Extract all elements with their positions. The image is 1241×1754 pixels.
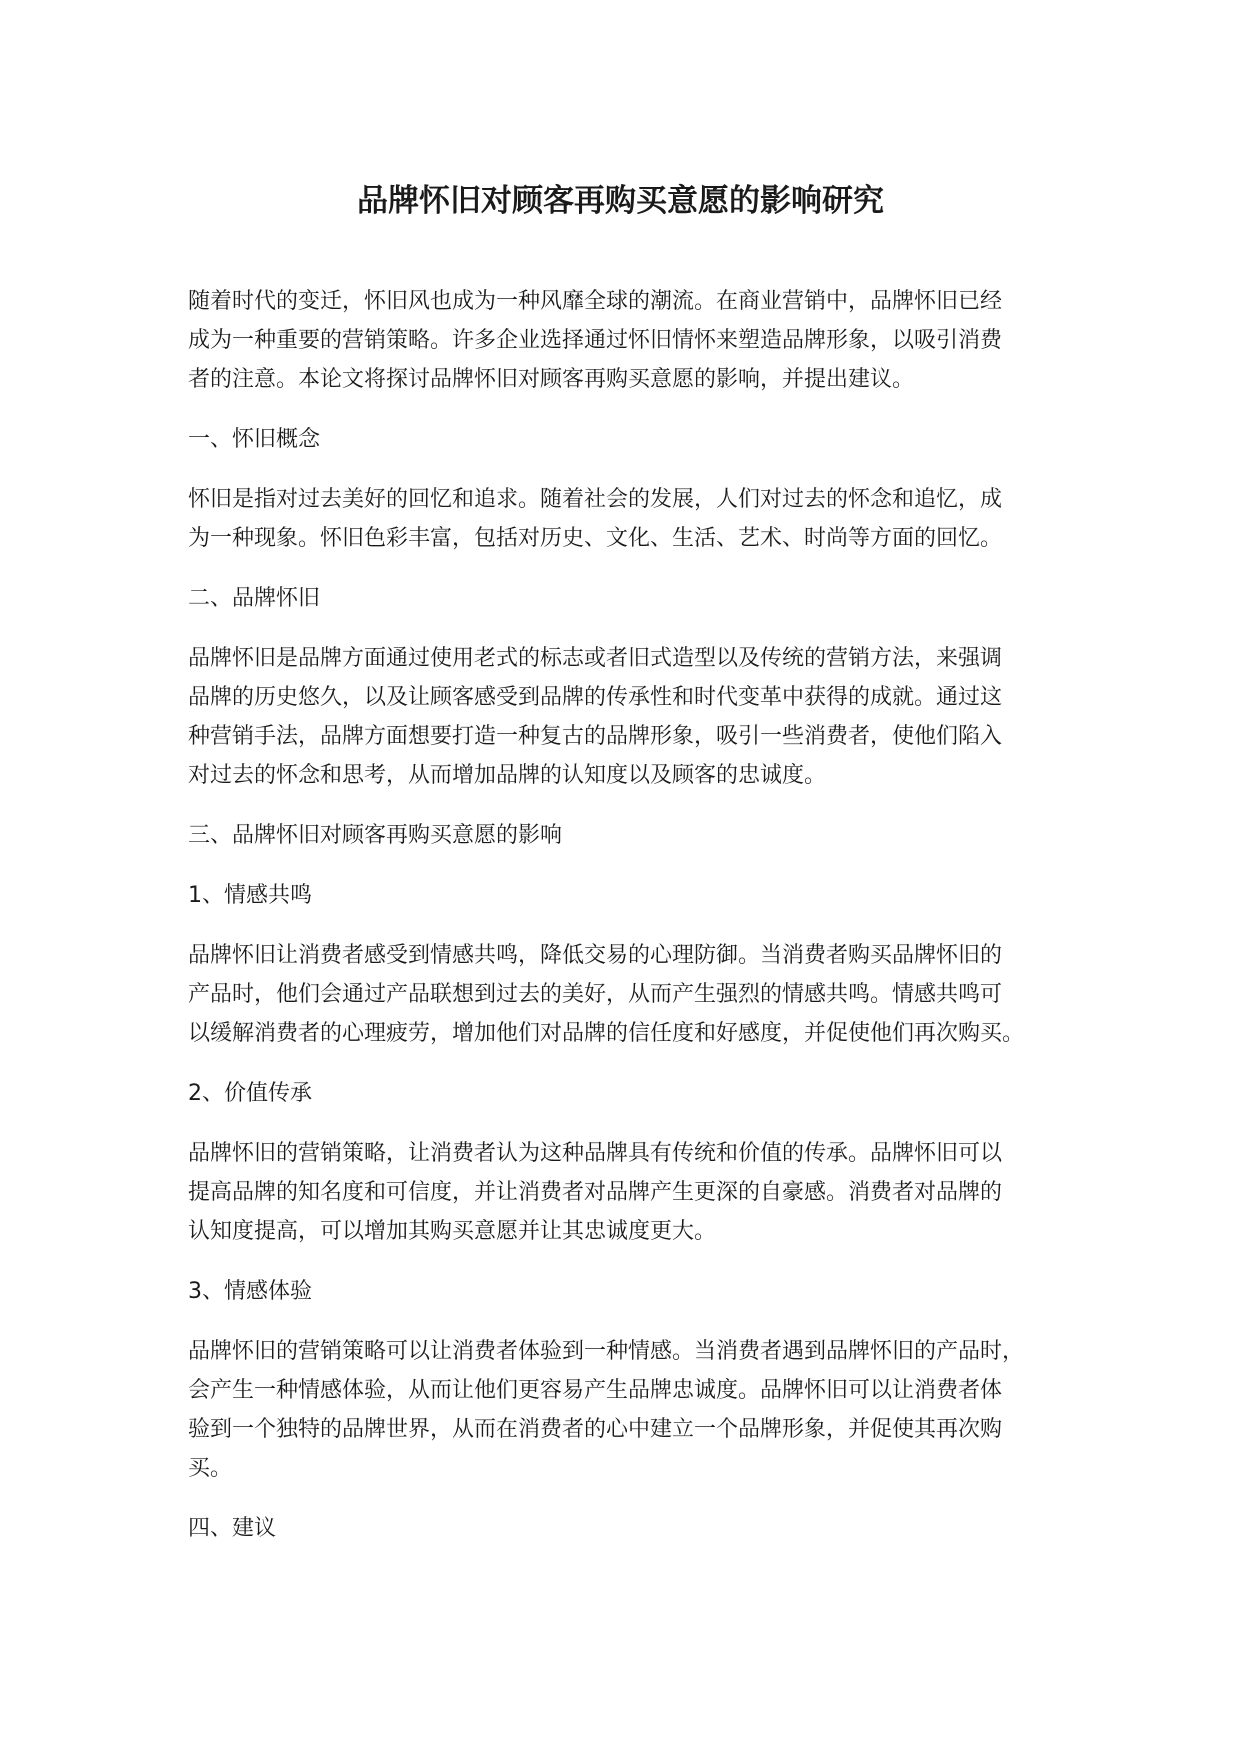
text-line: 品牌怀旧让消费者感受到情感共鸣，降低交易的心理防御。当消费者购买品牌怀旧的 — [188, 943, 1003, 968]
text-line: 者的注意。本论文将探讨品牌怀旧对顾客再购买意愿的影响，并提出建议。 — [188, 367, 915, 392]
section-heading-2: 二、品牌怀旧 — [188, 586, 321, 611]
text-line: 品牌怀旧的营销策略，让消费者认为这种品牌具有传统和价值的传承。品牌怀旧可以 — [188, 1141, 1003, 1166]
subsection-heading-2: 2、价值传承 — [188, 1081, 312, 1106]
text-line: 品牌怀旧是品牌方面通过使用老式的标志或者旧式造型以及传统的营销方法，来强调 — [188, 646, 1003, 671]
text-line: 种营销手法，品牌方面想要打造一种复古的品牌形象，吸引一些消费者，使他们陷入 — [188, 724, 1003, 749]
text-line: 品牌的历史悠久，以及让顾客感受到品牌的传承性和时代变革中获得的成就。通过这 — [188, 685, 1003, 710]
text-line: 认知度提高，可以增加其购买意愿并让其忠诚度更大。 — [188, 1219, 717, 1244]
text-line: 品牌怀旧的营销策略可以让消费者体验到一种情感。当消费者遇到品牌怀旧的产品时， — [188, 1339, 1025, 1364]
document-title: 品牌怀旧对顾客再购买意愿的影响研究 — [357, 183, 884, 219]
text-line: 成为一种重要的营销策略。许多企业选择通过怀旧情怀来塑造品牌形象，以吸引消费 — [188, 328, 1003, 353]
text-line: 随着时代的变迁，怀旧风也成为一种风靡全球的潮流。在商业营销中，品牌怀旧已经 — [188, 289, 1003, 314]
section-heading-1: 一、怀旧概念 — [188, 427, 321, 452]
section-heading-3: 三、品牌怀旧对顾客再购买意愿的影响 — [188, 823, 563, 848]
subsection-paragraph-1 — [188, 936, 1078, 1053]
text-line: 提高品牌的知名度和可信度，并让消费者对品牌产生更深的自豪感。消费者对品牌的 — [188, 1180, 1003, 1205]
text-line: 验到一个独特的品牌世界，从而在消费者的心中建立一个品牌形象，并促使其再次购 — [188, 1417, 1003, 1442]
text-line: 买。 — [188, 1456, 233, 1481]
text-line: 为一种现象。怀旧色彩丰富，包括对历史、文化、生活、艺术、时尚等方面的回忆。 — [188, 526, 1003, 551]
subsection-heading-1: 1、情感共鸣 — [188, 883, 312, 908]
text-line: 对过去的怀念和思考，从而增加品牌的认知度以及顾客的忠诚度。 — [188, 763, 827, 788]
text-line: 产品时，他们会通过产品联想到过去的美好，从而产生强烈的情感共鸣。情感共鸣可 — [188, 982, 1003, 1007]
text-line: 怀旧是指对过去美好的回忆和追求。随着社会的发展，人们对过去的怀念和追忆，成 — [188, 487, 1003, 512]
text-line: 以缓解消费者的心理疲劳，增加他们对品牌的信任度和好感度，并促使他们再次购买。 — [188, 1021, 1025, 1046]
document-body — [188, 282, 1078, 1569]
section-heading-4: 四、建议 — [188, 1516, 277, 1541]
intro-paragraph — [188, 282, 1078, 399]
subsection-heading-3: 3、情感体验 — [188, 1279, 312, 1304]
subsection-paragraph-3 — [188, 1332, 1078, 1488]
section-paragraph-2 — [188, 639, 1078, 795]
subsection-paragraph-2 — [188, 1134, 1078, 1251]
text-line: 会产生一种情感体验，从而让他们更容易产生品牌忠诚度。品牌怀旧可以让消费者体 — [188, 1378, 1003, 1403]
section-paragraph-1 — [188, 480, 1078, 558]
